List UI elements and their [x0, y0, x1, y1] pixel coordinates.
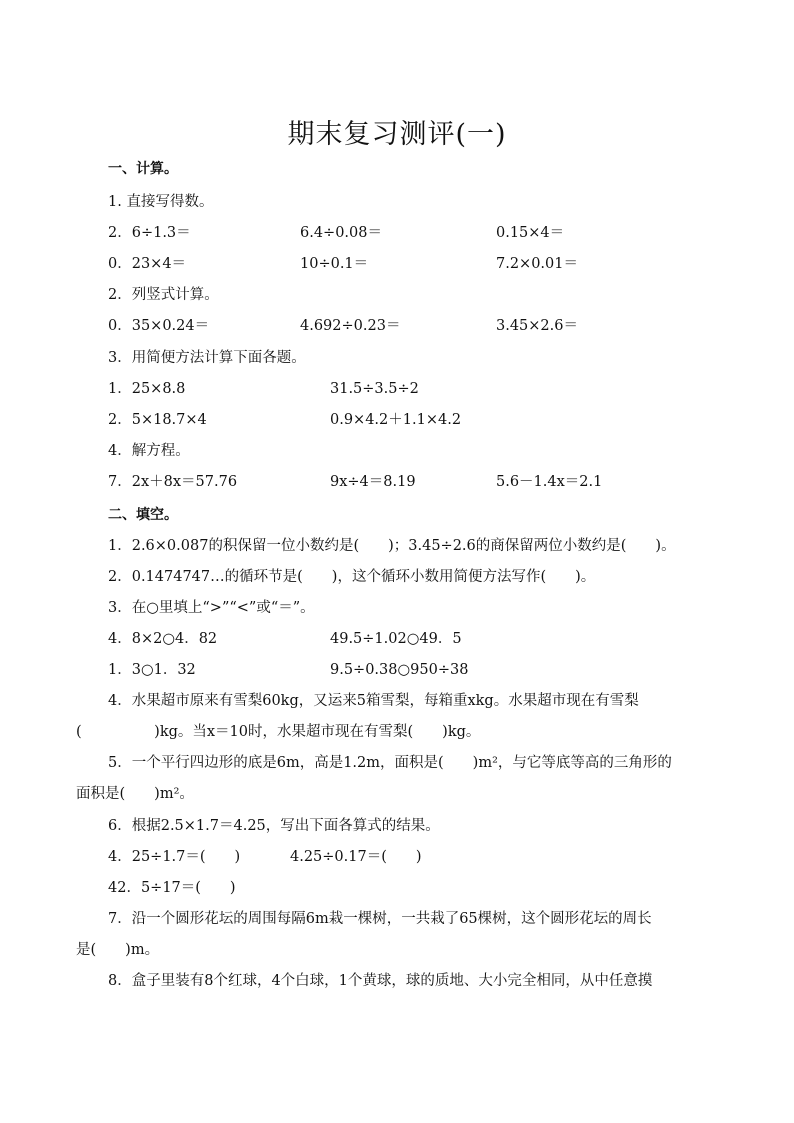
fill-q4-line2: ( )kg。当x＝10时，水果超市现在有雪梨( )kg。 [76, 724, 481, 740]
q4-equation: 9x÷4＝8.19 [330, 474, 416, 490]
q3-expr: 31.5÷3.5÷2 [330, 381, 419, 397]
fill-q7-line2: 是( )m。 [76, 942, 160, 958]
q1-expr: 6.4÷0.08＝ [300, 225, 382, 241]
q1-expr: 7.2×0.01＝ [496, 256, 578, 272]
section-heading-fill: 二、填空。 [108, 507, 178, 523]
q2-expr: 0．35×0.24＝ [108, 318, 210, 334]
q1-expr: 0.15×4＝ [496, 225, 565, 241]
q3-label: 3．用简便方法计算下面各题。 [108, 350, 306, 366]
fill-q3-compare: 4．8×2○4．82 [108, 631, 218, 647]
fill-q5-line2: 面积是( )m²。 [76, 786, 194, 802]
q1-expr: 10÷0.1＝ [300, 256, 369, 272]
q2-label: 2．列竖式计算。 [108, 287, 219, 303]
q3-expr: 1．25×8.8 [108, 381, 186, 397]
fill-q3-compare: 1．3○1．32 [108, 662, 196, 678]
fill-q3-compare: 49.5÷1.02○49．5 [330, 631, 462, 647]
q4-equation: 5.6－1.4x＝2.1 [496, 474, 603, 490]
fill-q6-expr: 4．25÷1.7＝( ) [108, 849, 241, 865]
fill-q4-line1: 4．水果超市原来有雪梨60kg，又运来5箱雪梨，每箱重xkg。水果超市现在有雪梨 [108, 693, 639, 709]
fill-q3-compare: 9.5÷0.38○950÷38 [330, 662, 469, 678]
fill-q2: 2．0.1474747…的循环节是( )，这个循环小数用简便方法写作( )。 [108, 569, 596, 585]
q3-expr: 0.9×4.2＋1.1×4.2 [330, 412, 462, 428]
fill-q3-label: 3．在○里填上“>”“<”或“＝”。 [108, 600, 315, 616]
fill-q7-line1: 7．沿一个圆形花坛的周围每隔6m栽一棵树，一共栽了65棵树，这个圆形花坛的周长 [108, 911, 652, 927]
page-title: 期末复习测评(一) [287, 119, 507, 150]
fill-q6-label: 6．根据2.5×1.7＝4.25，写出下面各算式的结果。 [108, 818, 440, 834]
q1-expr: 0．23×4＝ [108, 256, 187, 272]
fill-q6-expr: 4.25÷0.17＝( ) [290, 849, 422, 865]
fill-q6-expr: 42．5÷17＝( ) [108, 880, 236, 896]
section-heading-calc: 一、计算。 [108, 161, 178, 177]
q2-expr: 4.692÷0.23＝ [300, 318, 401, 334]
fill-q8-line1: 8．盒子里装有8个红球，4个白球，1个黄球，球的质地、大小完全相同，从中任意摸 [108, 973, 653, 989]
q3-expr: 2．5×18.7×4 [108, 412, 207, 428]
q1-expr: 2．6÷1.3＝ [108, 225, 191, 241]
q4-equation: 7．2x＋8x＝57.76 [108, 474, 238, 490]
fill-q1: 1．2.6×0.087的积保留一位小数约是( )；3.45÷2.6的商保留两位小数约是( )。 [108, 538, 676, 554]
q1-label: 1. 直接写得数。 [108, 194, 214, 210]
q2-expr: 3.45×2.6＝ [496, 318, 578, 334]
fill-q5-line1: 5．一个平行四边形的底是6m，高是1.2m，面积是( )m²，与它等底等高的三角形的 [108, 755, 672, 771]
q4-label: 4．解方程。 [108, 443, 190, 459]
